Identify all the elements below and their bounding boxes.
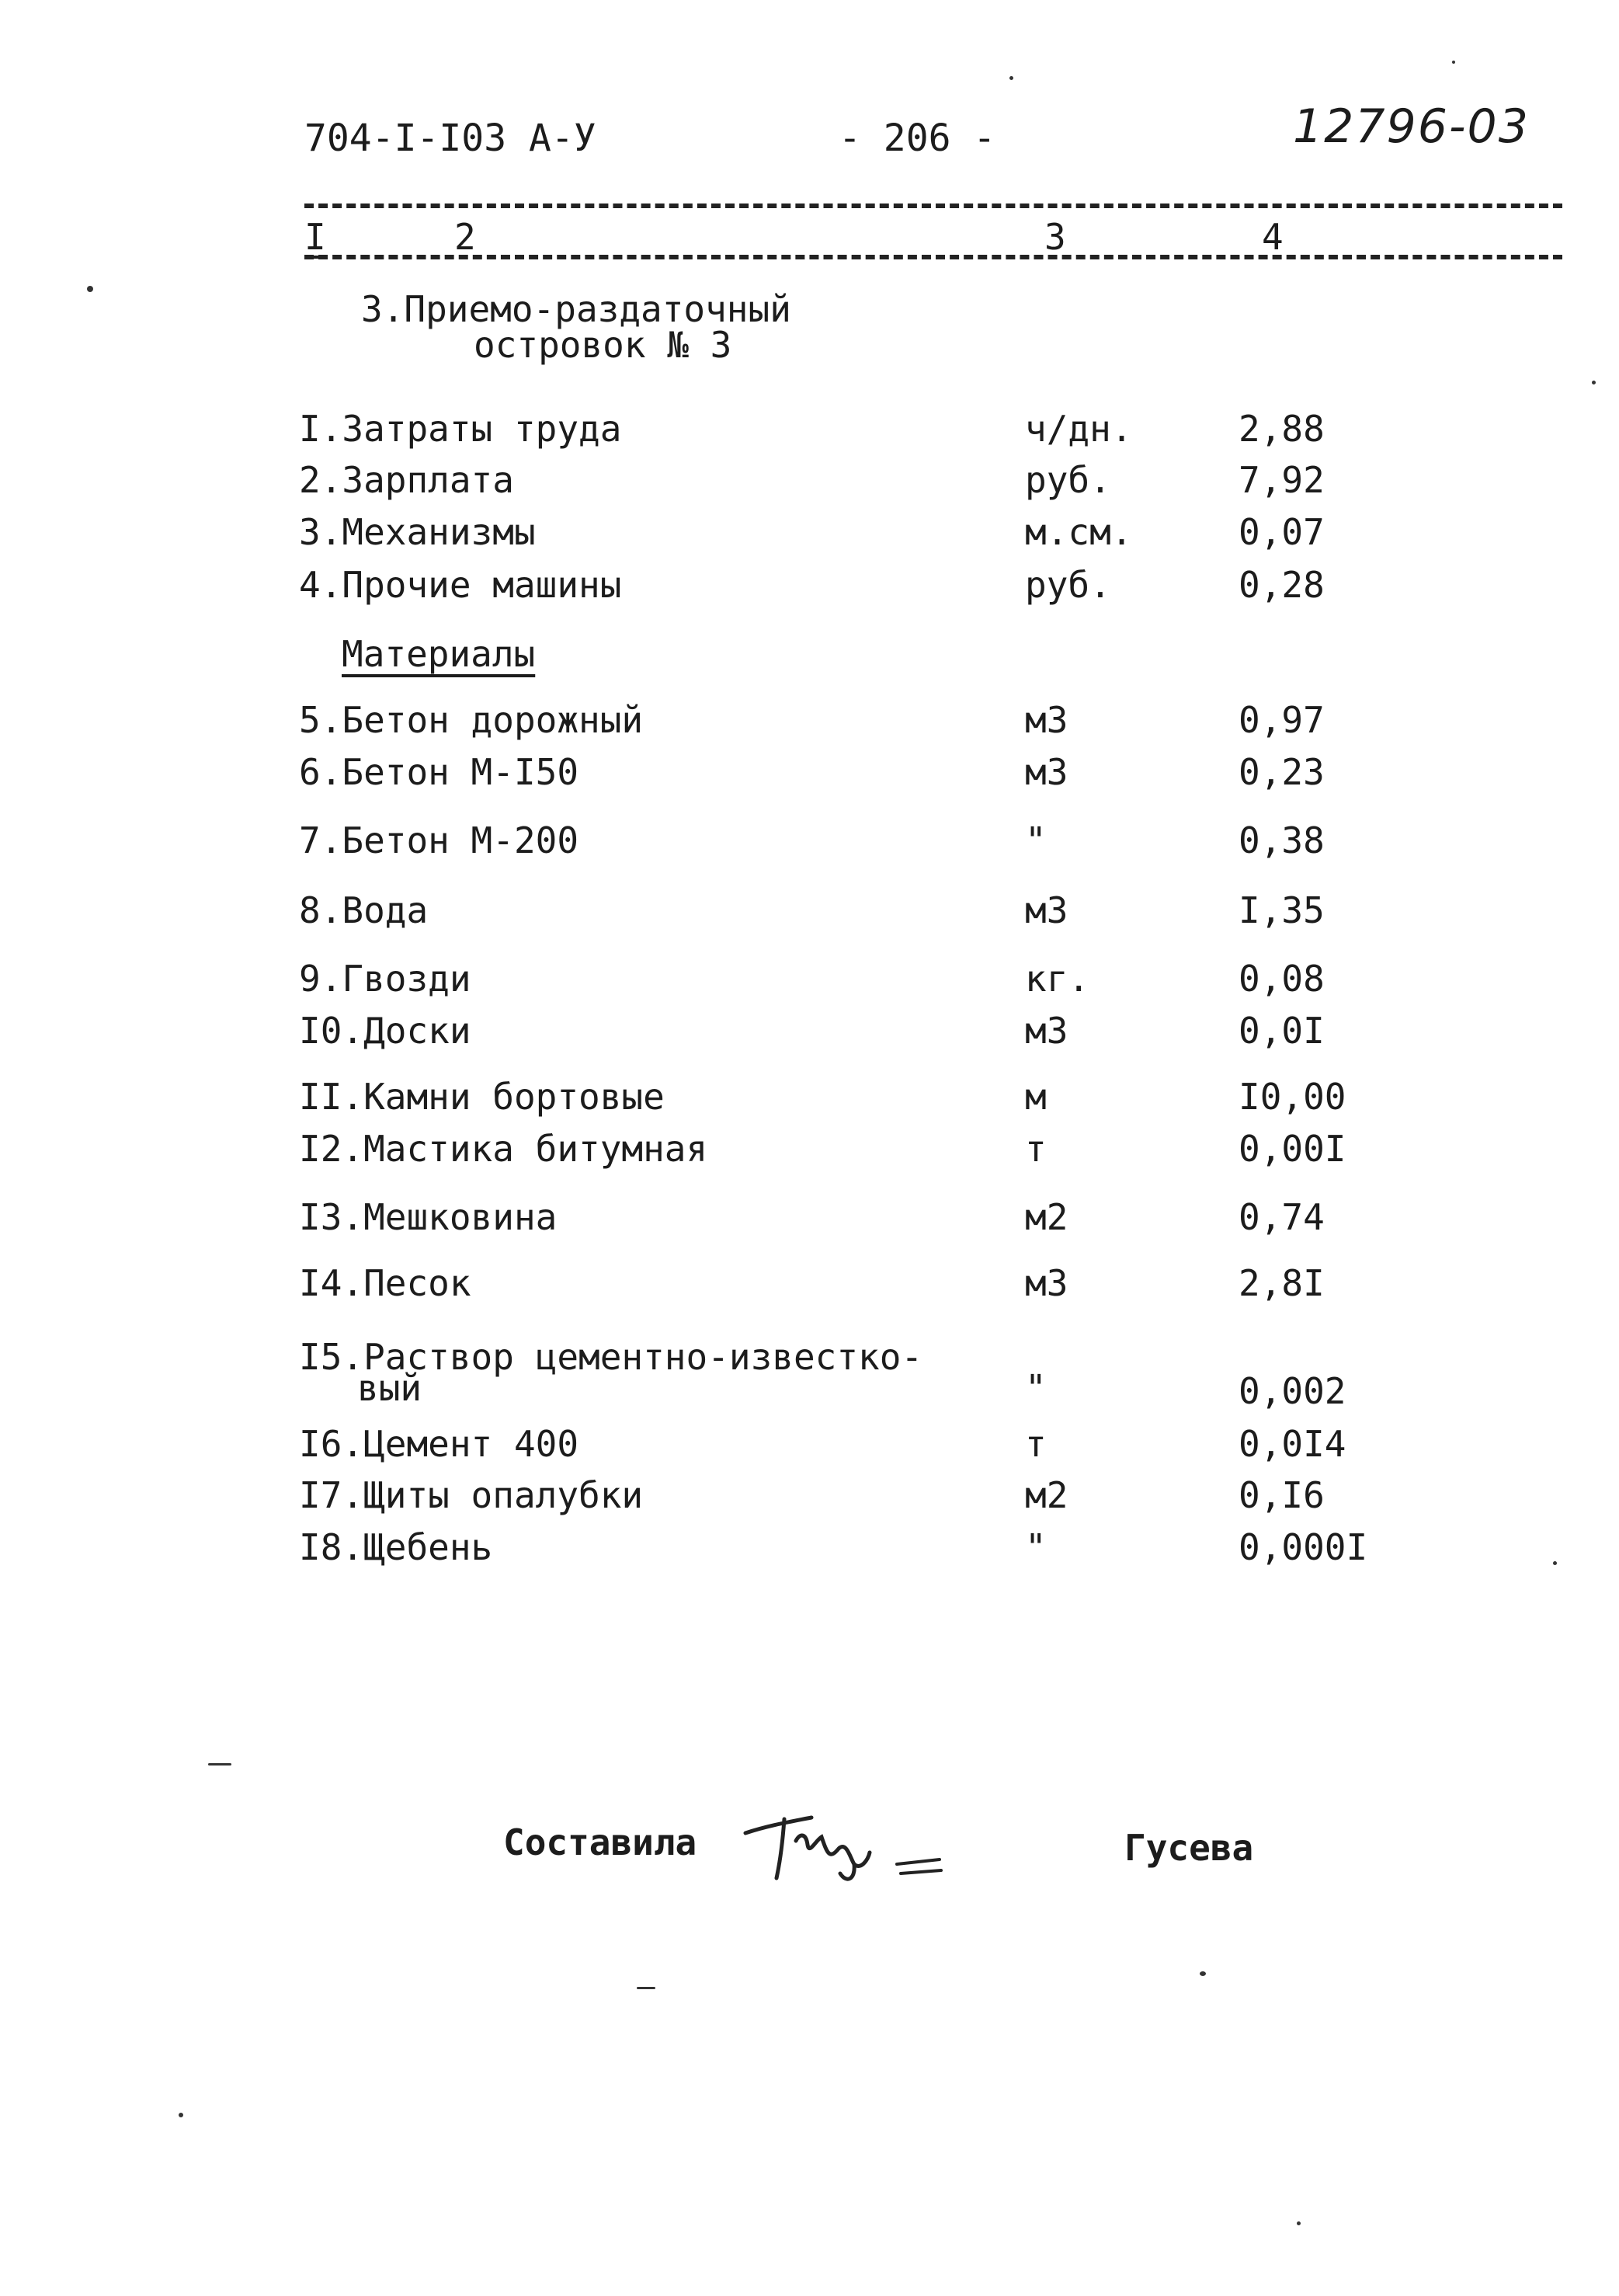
table-row	[0, 1010, 1619, 1056]
column-number-3: 3	[1044, 216, 1066, 258]
item-quantity: 0,002	[1239, 1370, 1346, 1412]
scan-speck	[208, 1763, 231, 1765]
table-row	[0, 699, 1619, 746]
table-row	[0, 958, 1619, 1004]
scan-speck	[87, 286, 93, 292]
compiled-by-label: Составила	[503, 1821, 697, 1863]
item-name: 2.Зарплата	[299, 459, 514, 501]
item-unit: "	[1025, 819, 1047, 861]
table-row	[0, 564, 1619, 611]
section-title-line-1: 3.Приемо-раздаточный	[361, 288, 791, 330]
archive-number: 12796-03	[1293, 99, 1530, 154]
item-unit: "	[1025, 1526, 1047, 1568]
item-name: I.Затраты труда	[299, 408, 622, 450]
item-unit: м.см.	[1025, 511, 1133, 553]
item-unit: м3	[1025, 1262, 1068, 1304]
scan-speck	[1009, 76, 1013, 80]
item-quantity: 0,74	[1239, 1196, 1325, 1238]
item-quantity: 0,00I	[1239, 1128, 1346, 1170]
item-unit: руб.	[1025, 564, 1111, 606]
scan-speck	[179, 2113, 183, 2117]
table-row	[0, 889, 1619, 936]
signer-name: Гусева	[1124, 1827, 1254, 1869]
item-name: 8.Вода	[299, 889, 429, 931]
item-quantity: 2,88	[1239, 408, 1325, 450]
item-name: 9.Гвозди	[299, 958, 471, 1000]
column-number-2: 2	[454, 216, 476, 258]
item-quantity: I,35	[1239, 889, 1325, 931]
item-name: I8.Щебень	[299, 1526, 493, 1568]
item-name: I4.Песок	[299, 1262, 471, 1304]
table-row	[0, 1423, 1619, 1470]
item-quantity: 0,08	[1239, 958, 1325, 1000]
table-row	[0, 1128, 1619, 1174]
materials-heading: Материалы	[342, 633, 536, 675]
item-name: 5.Бетон дорожный	[299, 699, 644, 741]
item-name: 7.Бетон М-200	[299, 819, 579, 861]
table-row	[0, 1336, 1619, 1421]
scan-speck	[1553, 1561, 1557, 1565]
table-row	[0, 1262, 1619, 1309]
table-row	[0, 1474, 1619, 1521]
item-name: I3.Мешковина	[299, 1196, 558, 1238]
item-quantity: 0,0I	[1239, 1010, 1325, 1052]
item-name: 6.Бетон М-I50	[299, 751, 579, 793]
scan-speck	[1592, 381, 1596, 384]
item-quantity: 0,07	[1239, 511, 1325, 553]
item-name: I0.Доски	[299, 1010, 471, 1052]
scan-speck	[1297, 2221, 1301, 2225]
column-number-4: 4	[1262, 216, 1284, 258]
item-name: I6.Цемент 400	[299, 1423, 579, 1465]
item-unit: м3	[1025, 1010, 1068, 1052]
table-row	[0, 511, 1619, 558]
table-row	[0, 1526, 1619, 1573]
item-name: I5.Раствор цементно-известко-	[299, 1336, 923, 1378]
table-row	[0, 751, 1619, 798]
section-title	[361, 288, 791, 366]
item-name: I2.Мастика битумная	[299, 1128, 708, 1170]
item-name: I7.Щиты опалубки	[299, 1474, 644, 1516]
scan-speck	[1200, 1971, 1206, 1976]
item-unit: м2	[1025, 1196, 1068, 1238]
item-name: II.Камни бортовые	[299, 1076, 665, 1118]
item-unit: ч/дн.	[1025, 408, 1133, 450]
section-title-line-2: островок № 3	[474, 324, 732, 366]
table-row	[0, 1196, 1619, 1243]
column-number-1: I	[304, 216, 326, 258]
signature-image	[738, 1786, 963, 1895]
item-quantity: 0,I6	[1239, 1474, 1325, 1516]
item-name: 3.Механизмы	[299, 511, 536, 553]
item-name: 4.Прочие машины	[299, 564, 622, 606]
item-unit: м3	[1025, 889, 1068, 931]
item-quantity: 0,97	[1239, 699, 1325, 741]
table-row	[0, 459, 1619, 506]
item-quantity: 0,38	[1239, 819, 1325, 861]
item-unit: м2	[1025, 1474, 1068, 1516]
table-row	[0, 408, 1619, 454]
table-row	[0, 1076, 1619, 1122]
item-unit: "	[1025, 1367, 1047, 1409]
page-number: - 206 -	[839, 117, 996, 160]
item-quantity: 0,23	[1239, 751, 1325, 793]
item-unit: кг.	[1025, 958, 1090, 1000]
item-unit: руб.	[1025, 459, 1111, 501]
item-quantity: 0,0I4	[1239, 1423, 1346, 1465]
item-unit: т	[1025, 1128, 1047, 1170]
item-quantity: 0,000I	[1239, 1526, 1368, 1568]
item-quantity: 7,92	[1239, 459, 1325, 501]
item-unit: т	[1025, 1423, 1047, 1465]
column-header-top-rule	[304, 204, 1562, 208]
item-unit: м	[1025, 1076, 1047, 1118]
item-unit: м3	[1025, 751, 1068, 793]
scan-speck	[637, 1987, 655, 1989]
document-code: 704-I-I03 А-У	[304, 117, 596, 160]
item-quantity: 0,28	[1239, 564, 1325, 606]
scan-speck	[1452, 61, 1455, 64]
table-row	[0, 819, 1619, 866]
item-quantity: I0,00	[1239, 1076, 1346, 1118]
item-quantity: 2,8I	[1239, 1262, 1325, 1304]
column-header-bottom-rule	[304, 255, 1562, 259]
item-name-continuation: вый	[357, 1367, 422, 1409]
item-unit: м3	[1025, 699, 1068, 741]
